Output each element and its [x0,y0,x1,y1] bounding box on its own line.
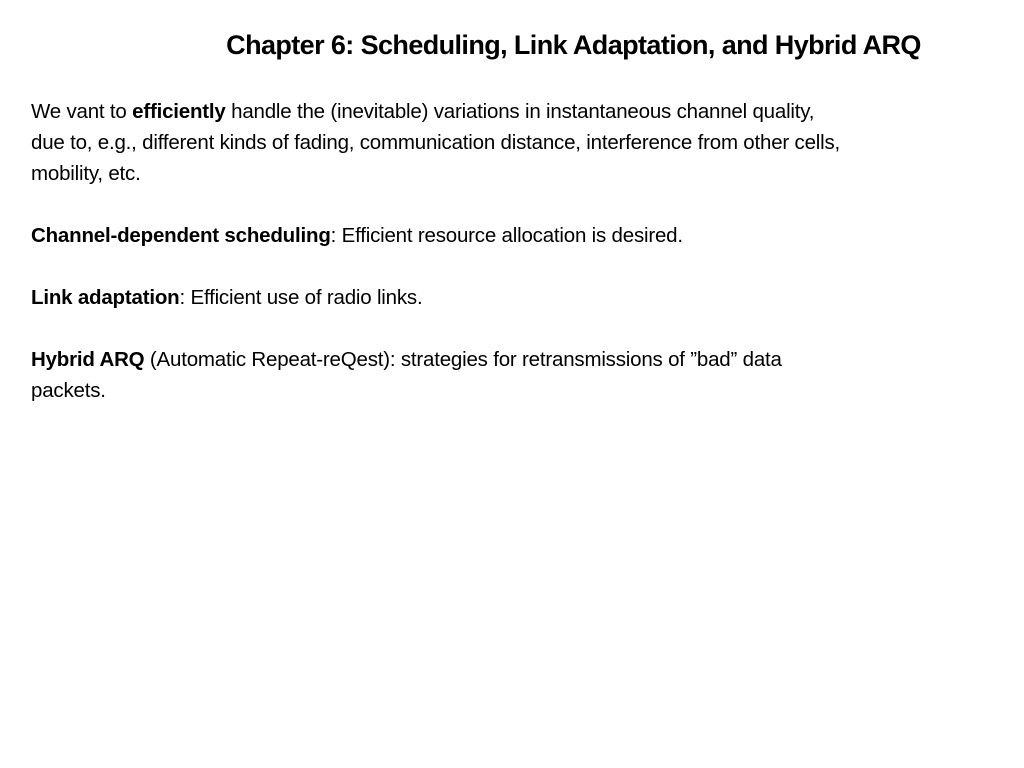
hybrid-arq-term: Hybrid ARQ [31,348,145,371]
intro-line-1 [31,96,1006,127]
intro-line-3: mobility, etc. [31,162,141,185]
link-adaptation-line [31,282,1006,313]
scheduling-term: Channel-dependent scheduling [31,224,331,247]
hybrid-arq-paragraph [31,344,1006,406]
slide-title: Chapter 6: Scheduling, Link Adaptation, and Hybrid ARQ [226,30,921,60]
intro-bold-term: efficiently [132,100,226,123]
hybrid-arq-line-1 [31,344,1006,375]
slide-body [31,96,1006,437]
intro-text-start: We vant to [31,100,133,123]
hybrid-arq-line-2: packets. [31,379,106,402]
link-adaptation-term: Link adaptation [31,286,180,309]
intro-line-2: due to, e.g., different kinds of fading, communication distance, interference from other cells, [31,131,841,154]
hybrid-arq-text: (Automatic Repeat-reQest): strategies for retransmissions of ”bad” data [144,348,782,371]
scheduling-text: : Efficient resource allocation is desired. [330,224,683,247]
scheduling-paragraph [31,220,1006,251]
link-adaptation-paragraph [31,282,1006,313]
scheduling-line [31,220,1006,251]
intro-paragraph [31,96,1006,189]
link-adaptation-text: : Efficient use of radio links. [179,286,423,309]
intro-text-end: handle the (inevitable) variations in instantaneous channel quality, [225,100,815,123]
